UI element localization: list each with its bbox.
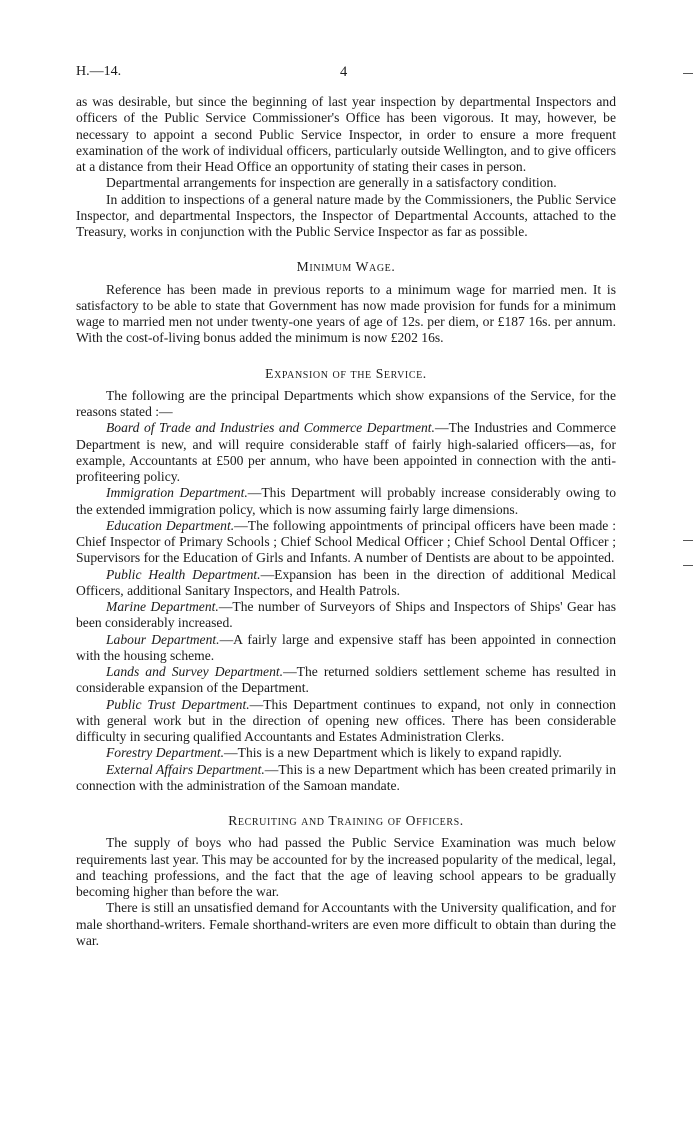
department-name: Immigration Department. <box>106 485 248 501</box>
department-entry <box>76 599 616 632</box>
paragraph: Reference has been made in previous reports to a minimum wage for married men. It is satisfactory to be able to state that Government has now made provision for funds for a minimum wage to married men not under twenty-one years of age of 12s. per diem, or £187 16s. per annum. With the cost-of-living bonus added the minimum is now £202 16s. <box>76 281 616 346</box>
department-name: Forestry Department. <box>106 745 225 761</box>
department-text: —The number of Surveyors of Ships and Inspectors of Ships' Gear has been considerably increased. <box>76 599 616 631</box>
margin-mark <box>683 540 693 541</box>
department-name: Public Health Department. <box>106 566 261 582</box>
department-name: Marine Department. <box>106 599 219 614</box>
department-name: External Affairs Department. <box>106 761 265 777</box>
section-heading-recruiting: Recruiting and Training of Officers. <box>228 813 464 828</box>
section-heading-expansion: Expansion of the Service. <box>265 365 427 381</box>
document-body <box>76 94 616 949</box>
margin-mark <box>683 73 693 74</box>
department-text: —This Department will probably increase considerably owing to the extended immigration policy, which is now assuming fairly large dimensions. <box>76 485 616 517</box>
department-text: —The following appointments of principal officers have been made : Chief Inspector of Primary Schools ; Chief School Medical Officer ; Chief School Dental Officer ; Supervisors for the Education of Girls and Infants. A number of Dentists are about to be appointed. <box>76 517 616 566</box>
department-text: —This is a new Department which is likely to expand rapidly. <box>224 745 562 761</box>
department-entry <box>76 664 616 697</box>
paragraph: There is still an unsatisfied demand for Accountants with the University qualification, and for male shorthand-writers. Female shorthand-writers are even more difficult to obtain than during the war. <box>76 900 616 948</box>
department-entry <box>76 762 616 795</box>
paragraph: The following are the principal Departments which show expansions of the Service, for the reasons stated :— <box>76 387 616 419</box>
department-entry <box>76 485 616 518</box>
department-entry <box>76 745 616 761</box>
department-name: Lands and Survey Department. <box>106 664 284 679</box>
paragraph: The supply of boys who had passed the Public Service Examination was much below requirements last year. This may be accounted for by the increased popularity of the medical, legal, and teaching professions, and the fact that the age of leaving school appears to be gradually becoming higher than before the war. <box>76 835 616 899</box>
department-entry <box>76 518 616 567</box>
department-name: Board of Trade and Industries and Commerce Department. <box>106 420 435 436</box>
margin-mark <box>683 565 693 566</box>
department-name: Public Trust Department. <box>106 696 250 712</box>
department-entry <box>76 697 616 746</box>
department-text: —The Industries and Commerce Department is new, and will require considerable staff of fairly high-salaried officers—as, for example, Accountants at £500 per annum, who have been appointed in connection with the anti-profiteering policy. <box>76 420 616 484</box>
department-text: —This Department continues to expand, not only in connection with general work but in the direction of opening new offices. There has been considerable difficulty in securing qualified Accountants and Estates Administration Clerks. <box>76 696 616 744</box>
paragraph: In addition to inspections of a general nature made by the Commissioners, the Public Service Inspector, and departmental Inspectors, the Inspector of Departmental Accounts, attached to the Treasury, works in conjunction with the Public Service Inspector as far as possible. <box>76 191 616 239</box>
section-heading-minimum-wage: Minimum Wage. <box>296 259 396 275</box>
paragraph: as was desirable, but since the beginning of last year inspection by departmental Inspectors and officers of the Public Service Commissioner's Office has been vigorous. It may, however, be necessary to appoint a second Public Service Inspector, in order to ensure a more frequent examination of the work of individual officers, particularly outside Wellington, and to give officers at a distance from their Head Office an opportunity of stating their cases in person. <box>76 94 616 174</box>
department-text: —The returned soldiers settlement scheme has resulted in considerable expansion of the Department. <box>76 664 616 696</box>
department-entry <box>76 420 616 485</box>
department-name: Labour Department. <box>106 631 220 647</box>
department-entry <box>76 567 616 600</box>
department-text: —A fairly large and expensive staff has been appointed in connection with the housing scheme. <box>76 631 616 663</box>
document-reference: H.—14. <box>76 64 122 79</box>
paragraph: Departmental arrangements for inspection are generally in a satisfactory condition. <box>106 175 557 191</box>
department-text: —This is a new Department which has been created primarily in connection with the administration of the Samoan mandate. <box>76 761 616 793</box>
page-number: 4 <box>340 64 348 80</box>
department-entry <box>76 632 616 665</box>
department-text: —Expansion has been in the direction of additional Medical Officers, additional Sanitary Inspectors, and Health Patrols. <box>76 566 616 598</box>
department-name: Education Department. <box>106 517 235 533</box>
